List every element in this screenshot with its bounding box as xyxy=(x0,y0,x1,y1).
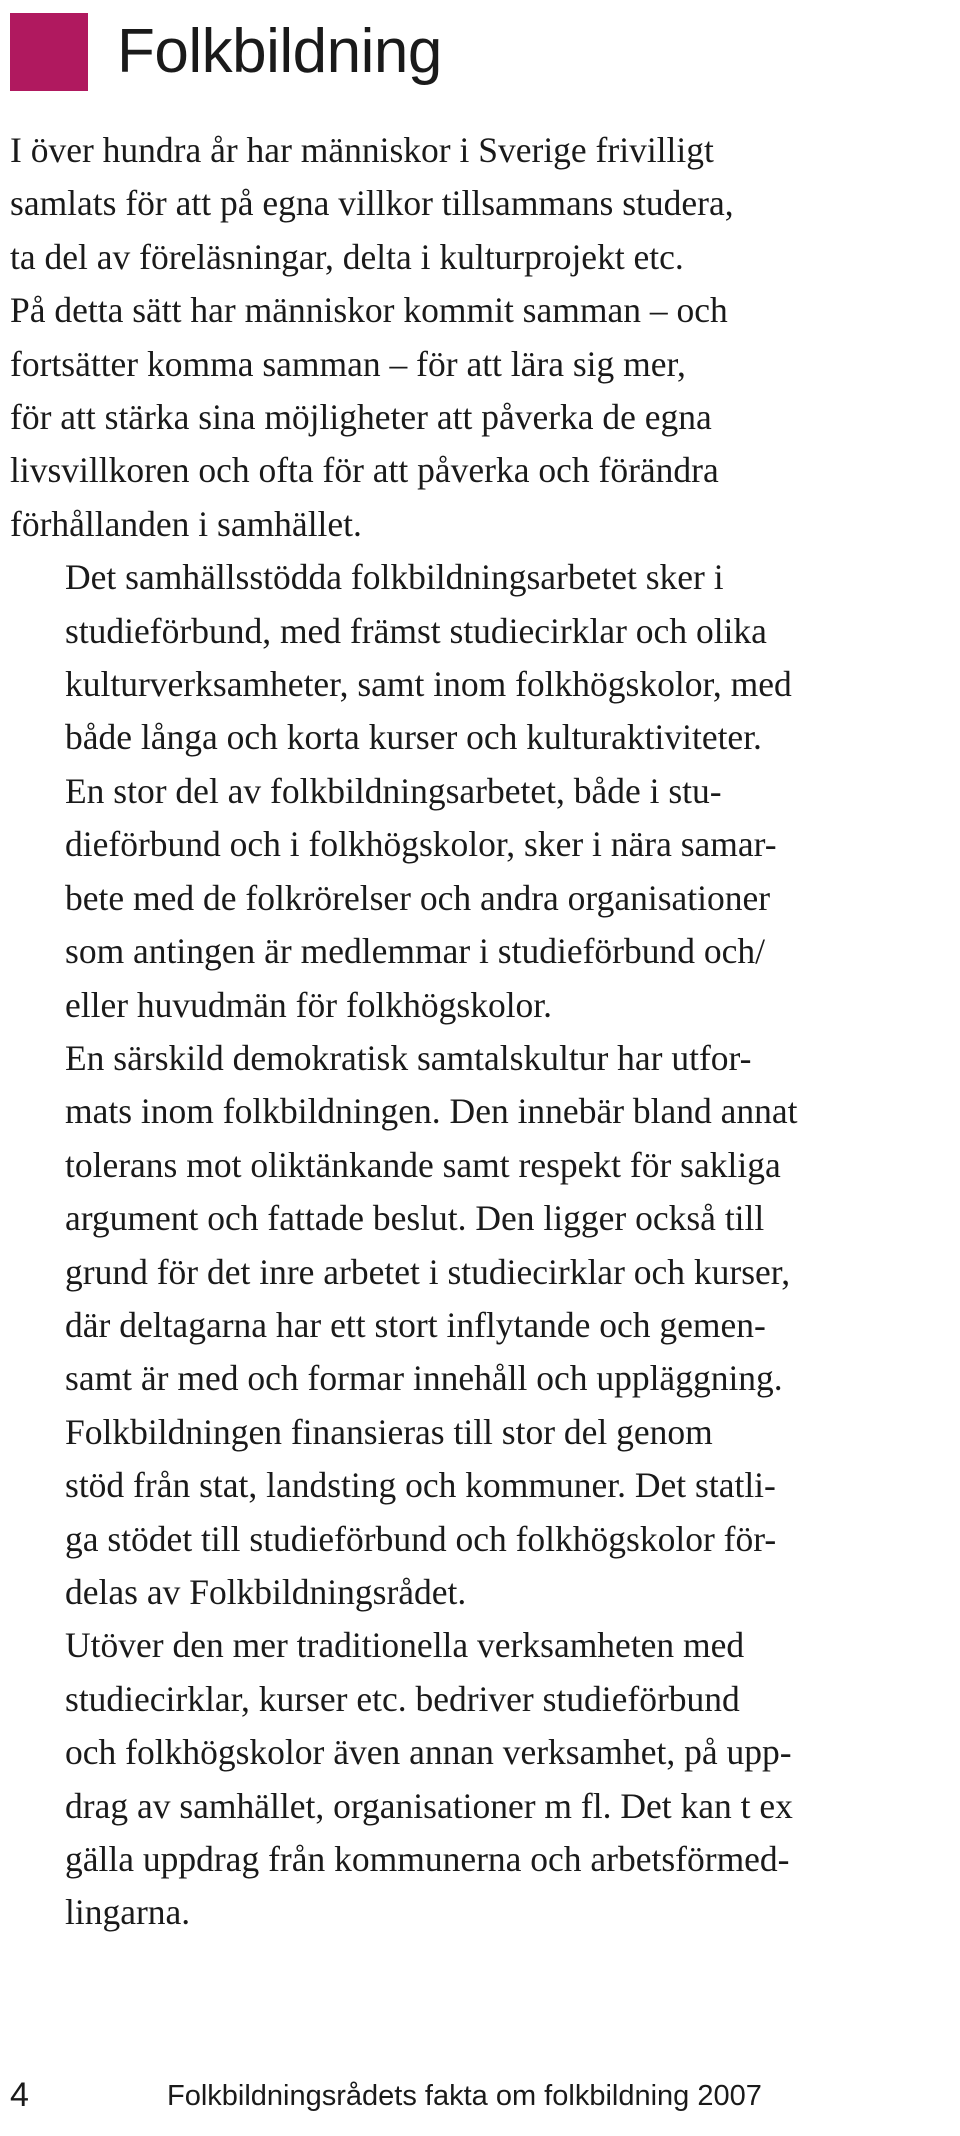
paragraph-1 xyxy=(10,124,950,551)
text-line: ga stödet till studieförbund och folkhögskolor för- xyxy=(65,1518,777,1559)
text-line: studieförbund, med främst studiecirklar och olika xyxy=(65,610,767,651)
page-header xyxy=(10,9,442,94)
text-line: Folkbildningen finansieras till stor del genom xyxy=(65,1411,713,1452)
text-line: samlats för att på egna villkor tillsammans studera, xyxy=(10,183,734,224)
text-line: På detta sätt har människor kommit samman – och xyxy=(10,290,728,331)
page-number: 4 xyxy=(10,2076,29,2114)
article-body xyxy=(10,124,950,1940)
text-line: och folkhögskolor även annan verksamhet, på upp- xyxy=(65,1732,792,1773)
paragraph-6 xyxy=(10,1619,950,1939)
text-line: gälla uppdrag från kommunerna och arbetsförmed- xyxy=(65,1839,790,1879)
magenta-square-marker xyxy=(10,13,88,91)
text-line: dieförbund och i folkhögskolor, sker i nära samar- xyxy=(65,824,777,865)
text-line: samt är med och formar innehåll och uppläggning. xyxy=(65,1358,783,1399)
text-line: livsvillkoren och ofta för att påverka och förändra xyxy=(10,450,719,491)
text-line: En stor del av folkbildningsarbetet, både i stu- xyxy=(65,770,722,811)
text-line: stöd från stat, landsting och kommuner. Det statli- xyxy=(65,1465,776,1506)
text-line: bete med de folkrörelser och andra organisationer xyxy=(65,877,771,918)
text-line: där deltagarna har ett stort inflytande och gemen- xyxy=(65,1304,766,1345)
text-line: Det samhällsstödda folkbildningsarbetet sker i xyxy=(65,557,724,598)
page-title: Folkbildning xyxy=(117,16,442,86)
text-line: för att stärka sina möjligheter att påverka de egna xyxy=(10,397,712,438)
text-line: fortsätter komma samman – för att lära sig mer, xyxy=(10,343,686,384)
text-line: drag av samhället, organisationer m fl. Det kan t ex xyxy=(65,1785,793,1826)
text-line: ta del av föreläsningar, delta i kulturprojekt etc. xyxy=(10,236,684,277)
page-footer xyxy=(10,2076,950,2120)
publication-title: Folkbildningsrådets fakta om folkbildning 2007 xyxy=(167,2080,762,2112)
text-line: argument och fattade beslut. Den ligger också till xyxy=(65,1198,765,1239)
paragraph-3 xyxy=(10,765,950,1032)
text-line: studiecirklar, kurser etc. bedriver studieförbund xyxy=(65,1678,740,1719)
text-line: mats inom folkbildningen. Den innebär bland annat xyxy=(65,1091,798,1132)
text-line: lingarna. xyxy=(65,1892,191,1933)
text-line: kulturverksamheter, samt inom folkhögskolor, med xyxy=(65,664,792,705)
text-line: som antingen är medlemmar i studieförbund och/ xyxy=(65,931,765,972)
text-line: eller huvudmän för folkhögskolor. xyxy=(65,984,553,1025)
text-line: Utöver den mer traditionella verksamheten med xyxy=(65,1625,745,1666)
text-line: I över hundra år har människor i Sverige frivilligt xyxy=(10,130,714,170)
paragraph-5 xyxy=(10,1406,950,1620)
text-line: förhållanden i samhället. xyxy=(10,503,362,544)
text-line: En särskild demokratisk samtalskultur har utfor- xyxy=(65,1037,752,1078)
text-line: både långa och korta kurser och kulturaktiviteter. xyxy=(65,717,762,758)
text-line: delas av Folkbildningsrådet. xyxy=(65,1571,467,1612)
paragraph-2 xyxy=(10,551,950,765)
paragraph-4 xyxy=(10,1032,950,1406)
text-line: tolerans mot oliktänkande samt respekt för sakliga xyxy=(65,1144,781,1185)
text-line: grund för det inre arbetet i studiecirklar och kurser, xyxy=(65,1251,791,1292)
